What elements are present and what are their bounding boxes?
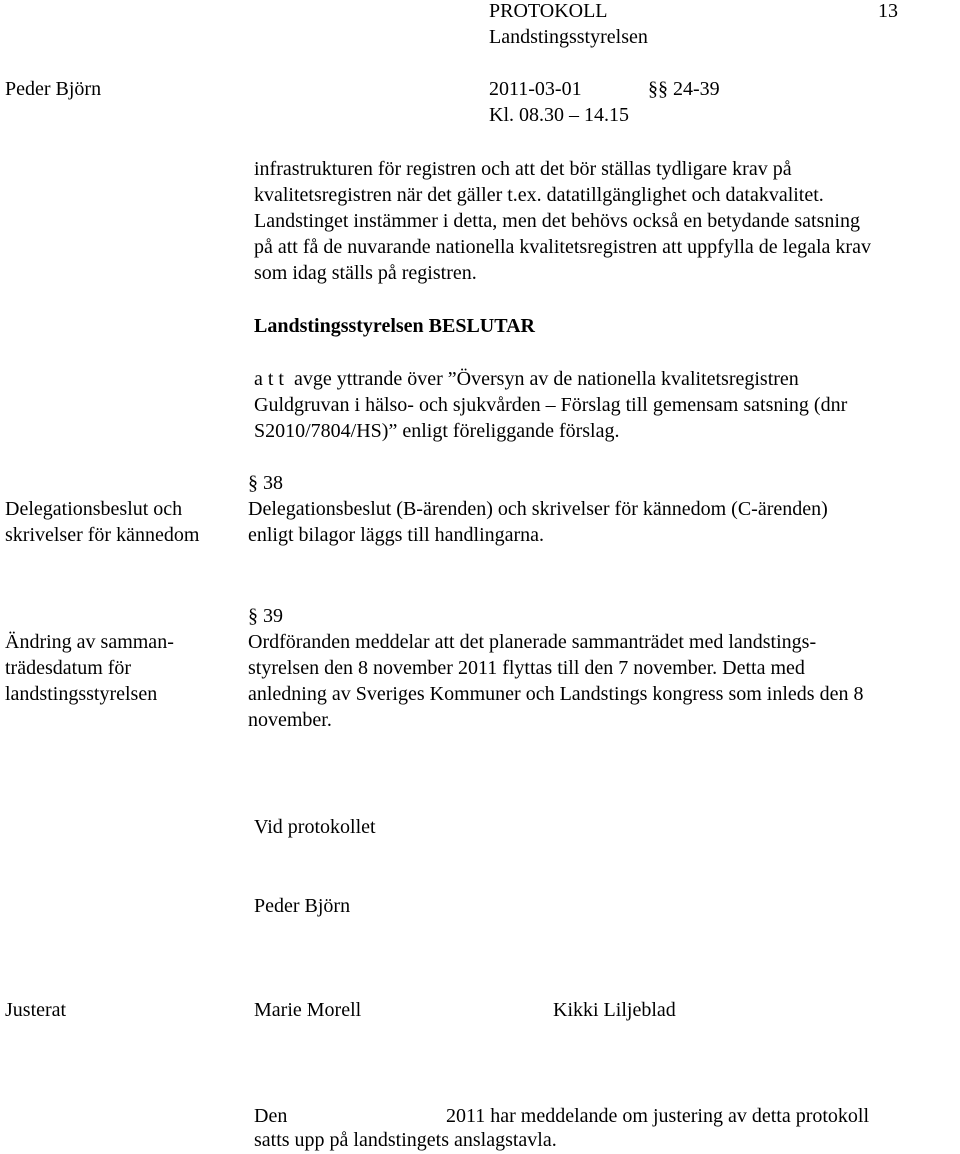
decision-line: S2010/7804/HS)” enligt föreliggande förslag. <box>254 420 620 442</box>
vid-protokollet-label: Vid protokollet <box>254 816 376 838</box>
section-number-39: § 39 <box>248 605 283 627</box>
adjuster-name-1: Marie Morell <box>254 999 362 1021</box>
margin-title-line: skrivelser för kännedom <box>5 524 200 546</box>
decision-line: a t t avge yttrande över ”Översyn av de nationella kvalitetsregistren <box>254 368 799 390</box>
paragraph-line: Landstinget instämmer i detta, men det behövs också en betydande satsning <box>254 210 860 232</box>
intro-paragraph <box>254 156 954 286</box>
section-line: anledning av Sveriges Kommuner och Landstings kongress som inleds den 8 <box>248 683 864 705</box>
section-line: styrelsen den 8 november 2011 flyttas till den 7 november. Detta med <box>248 657 805 679</box>
notice-line-1: 2011 har meddelande om justering av detta protokoll <box>446 1105 870 1127</box>
section-line: Ordföranden meddelar att det planerade sammanträdet med landstings- <box>248 631 817 653</box>
section-line: enligt bilagor läggs till handlingarna. <box>248 524 545 546</box>
paragraph-line: som idag ställs på registren. <box>254 262 477 284</box>
secretary-name: Peder Björn <box>254 895 351 917</box>
meeting-time: Kl. 08.30 – 14.15 <box>489 104 629 126</box>
chair-name: Peder Björn <box>5 78 102 100</box>
organization-name: Landstingsstyrelsen <box>489 26 648 48</box>
meeting-date: 2011-03-01 <box>489 78 582 100</box>
section-number-38: § 38 <box>248 472 283 494</box>
notice-den: Den <box>254 1105 288 1127</box>
section-38-text <box>248 496 954 548</box>
paragraph-line: på att få de nuvarande nationella kvalitetsregistren att uppfylla de legala krav <box>254 236 871 258</box>
margin-title-line: trädesdatum för <box>5 657 132 679</box>
page-number: 13 <box>878 0 898 22</box>
notice-line-2: satts upp på landstingets anslagstavla. <box>254 1129 557 1151</box>
section-39-text <box>248 629 954 733</box>
margin-title-line: Ändring av samman- <box>5 631 174 653</box>
decision-heading: Landstingsstyrelsen BESLUTAR <box>254 315 535 337</box>
paragraph-line: infrastrukturen för registren och att det bör ställas tydligare krav på <box>254 158 792 180</box>
margin-title-line: landstingsstyrelsen <box>5 683 158 705</box>
paragraph-line: kvalitetsregistren när det gäller t.ex. datatillgänglighet och datakvalitet. <box>254 184 824 206</box>
margin-title-line: Delegationsbeslut och <box>5 498 183 520</box>
decision-text <box>254 366 954 444</box>
section-39-margin-title <box>5 629 240 707</box>
section-38-margin-title <box>5 496 240 548</box>
section-range: §§ 24-39 <box>648 78 720 100</box>
decision-line: Guldgruvan i hälso- och sjukvården – Förslag till gemensam satsning (dnr <box>254 394 848 416</box>
section-line: november. <box>248 709 332 731</box>
section-line: Delegationsbeslut (B-ärenden) och skrivelser för kännedom (C-ärenden) <box>248 498 828 520</box>
document-title: PROTOKOLL <box>489 0 608 22</box>
adjuster-name-2: Kikki Liljeblad <box>553 999 676 1021</box>
justerat-label: Justerat <box>5 999 67 1021</box>
